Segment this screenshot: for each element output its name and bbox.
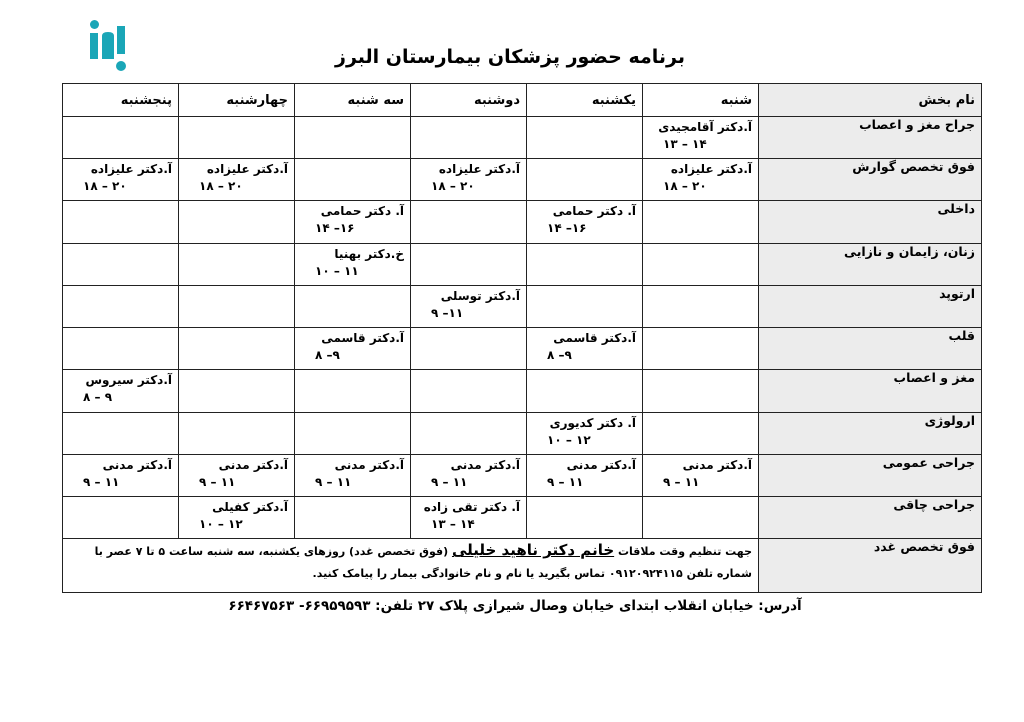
department-name: زنان، زایمان و نازایی <box>759 243 982 285</box>
schedule-cell <box>643 328 759 370</box>
schedule-cell <box>527 201 643 243</box>
doctor-name <box>69 117 172 119</box>
doctor-name <box>649 201 752 203</box>
table-row <box>63 412 982 454</box>
visiting-hours: ۱۱ – ۹ <box>199 474 236 489</box>
doctor-name <box>417 117 520 119</box>
schedule-cell <box>527 412 643 454</box>
schedule-cell <box>527 159 643 201</box>
doctor-name: آ.دکتر علیزاده <box>206 162 288 177</box>
schedule-cell <box>411 454 527 496</box>
schedule-cell <box>527 497 643 539</box>
schedule-table <box>62 83 982 593</box>
table-row <box>63 328 982 370</box>
note-schedule: (فوق تخصص غدد) روزهای یکشنبه، سه شنبه ساعت ۵ تا ۷ عصر با <box>94 545 449 559</box>
doctor-name: آ.دکتر سیروس <box>85 373 172 388</box>
visiting-hours: ۲۰ – ۱۸ <box>431 179 475 194</box>
schedule-cell <box>295 117 411 159</box>
schedule-cell <box>63 117 179 159</box>
schedule-cell <box>643 201 759 243</box>
doctor-name: آ.دکتر قاسمی <box>553 331 636 346</box>
doctor-name: خ.دکتر بهنیا <box>334 246 404 261</box>
doctor-name <box>69 244 172 246</box>
doctor-name: آ.دکتر علیزاده <box>90 162 172 177</box>
schedule-cell <box>527 285 643 327</box>
table-row <box>63 243 982 285</box>
schedule-cell <box>179 201 295 243</box>
visiting-hours: ۲۰ – ۱۸ <box>663 179 707 194</box>
page-title: برنامه حضور پزشکان بیمارستان البرز <box>335 46 685 68</box>
schedule-cell <box>63 370 179 412</box>
schedule-cell <box>63 497 179 539</box>
schedule-cell <box>295 454 411 496</box>
visiting-hours: ۹– ۸ <box>547 348 572 363</box>
schedule-cell <box>63 454 179 496</box>
visiting-hours: ۱۴ – ۱۳ <box>431 517 475 532</box>
schedule-cell <box>411 412 527 454</box>
doctor-name: آ.دکتر مدنی <box>682 457 752 472</box>
department-name: قلب <box>759 328 982 370</box>
schedule-cell <box>411 497 527 539</box>
schedule-cell <box>63 243 179 285</box>
doctor-name <box>533 497 636 499</box>
schedule-cell <box>63 412 179 454</box>
hospital-logo-icon <box>86 20 132 76</box>
schedule-cell <box>63 159 179 201</box>
doctor-name <box>185 244 288 246</box>
doctor-name <box>533 244 636 246</box>
schedule-cell <box>295 285 411 327</box>
schedule-cell <box>295 370 411 412</box>
doctor-name <box>301 286 404 288</box>
visiting-hours: ۲۰ – ۱۸ <box>199 179 243 194</box>
schedule-cell <box>295 243 411 285</box>
schedule-cell <box>411 370 527 412</box>
visiting-hours: ۱۱ – ۹ <box>315 474 352 489</box>
note-intro: جهت تنظیم وقت ملاقات <box>617 545 752 559</box>
schedule-cell <box>179 117 295 159</box>
visiting-hours: ۱۶– ۱۴ <box>315 221 355 236</box>
schedule-cell <box>63 285 179 327</box>
note-doctor-name: خانم دکتر ناهید خلیلی <box>451 541 615 560</box>
column-header-day: چهارشنبه <box>179 84 295 117</box>
doctor-name <box>69 286 172 288</box>
column-header-dept: نام بخش <box>759 84 982 117</box>
schedule-cell <box>295 412 411 454</box>
schedule-cell <box>411 159 527 201</box>
schedule-cell <box>643 243 759 285</box>
doctor-name <box>417 201 520 203</box>
doctor-name: آ.دکتر مدنی <box>450 457 520 472</box>
schedule-cell <box>179 243 295 285</box>
table-row <box>63 285 982 327</box>
schedule-cell <box>295 201 411 243</box>
doctor-name: آ.دکتر آقامجیدی <box>658 120 752 134</box>
doctor-name: آ.دکتر کفیلی <box>212 500 288 515</box>
doctor-name: آ.دکتر مدنی <box>218 457 288 472</box>
doctor-name: آ. دکتر تقی زاده <box>423 500 520 515</box>
column-header-day: شنبه <box>643 84 759 117</box>
doctor-name <box>533 286 636 288</box>
table-header-row <box>63 84 982 117</box>
table-row <box>63 497 982 539</box>
column-header-day: پنجشنبه <box>63 84 179 117</box>
department-name: مغز و اعصاب <box>759 370 982 412</box>
appointment-note <box>63 539 759 593</box>
doctor-name <box>533 159 636 161</box>
doctor-name <box>649 370 752 372</box>
schedule-cell <box>643 117 759 159</box>
table-row <box>63 370 982 412</box>
doctor-name <box>185 117 288 119</box>
schedule-cell <box>295 497 411 539</box>
doctor-name: آ.دکتر توسلی <box>440 288 520 303</box>
visiting-hours: ۱۱ – ۹ <box>83 474 120 489</box>
table-row <box>63 454 982 496</box>
schedule-cell <box>411 201 527 243</box>
schedule-cell <box>179 328 295 370</box>
schedule-cell <box>179 454 295 496</box>
doctor-name <box>185 201 288 203</box>
doctor-name <box>69 413 172 415</box>
schedule-cell <box>527 454 643 496</box>
schedule-cell <box>179 370 295 412</box>
visiting-hours: ۲۰ – ۱۸ <box>83 179 127 194</box>
schedule-cell <box>295 328 411 370</box>
column-header-day: یکشنبه <box>527 84 643 117</box>
doctor-name <box>649 244 752 246</box>
doctor-name <box>69 328 172 330</box>
schedule-cell <box>643 285 759 327</box>
visiting-hours: ۱۶– ۱۴ <box>547 221 587 236</box>
doctor-name <box>301 413 404 415</box>
doctor-name <box>417 328 520 330</box>
schedule-cell <box>63 201 179 243</box>
schedule-cell <box>527 243 643 285</box>
schedule-cell <box>179 412 295 454</box>
doctor-name <box>649 328 752 330</box>
table-row <box>63 117 982 159</box>
table-row <box>63 159 982 201</box>
doctor-name <box>649 497 752 499</box>
department-name: جراح مغز و اعصاب <box>759 117 982 159</box>
visiting-hours: ۱۴ – ۱۳ <box>663 137 707 151</box>
schedule-cell <box>295 159 411 201</box>
schedule-cell <box>179 159 295 201</box>
schedule-cell <box>411 285 527 327</box>
schedule-cell <box>527 370 643 412</box>
department-name: جراحی چاقی <box>759 497 982 539</box>
visiting-hours: ۱۱– ۹ <box>431 305 464 320</box>
doctor-name <box>185 328 288 330</box>
visiting-hours: ۹– ۸ <box>315 348 340 363</box>
department-name: داخلی <box>759 201 982 243</box>
visiting-hours: ۹ – ۸ <box>83 390 113 405</box>
doctor-name: آ.دکتر قاسمی <box>321 331 404 346</box>
doctor-name <box>417 370 520 372</box>
schedule-cell <box>411 243 527 285</box>
doctor-name <box>301 497 404 499</box>
doctor-name <box>69 497 172 499</box>
department-name: جراحی عمومی <box>759 454 982 496</box>
doctor-name <box>301 117 404 119</box>
doctor-name: آ.دکتر مدنی <box>334 457 404 472</box>
doctor-name <box>649 286 752 288</box>
doctor-name: آ.دکتر علیزاده <box>438 162 520 177</box>
schedule-cell <box>179 285 295 327</box>
schedule-cell <box>643 454 759 496</box>
schedule-cell <box>527 117 643 159</box>
visiting-hours: ۱۱ – ۹ <box>431 474 468 489</box>
schedule-cell <box>527 328 643 370</box>
doctor-name <box>417 244 520 246</box>
doctor-name <box>301 159 404 161</box>
table-row-note <box>63 539 982 593</box>
doctor-name: آ.دکتر علیزاده <box>670 162 752 177</box>
column-header-day: سه شنبه <box>295 84 411 117</box>
table-row <box>63 201 982 243</box>
schedule-cell <box>643 412 759 454</box>
schedule-cell <box>643 497 759 539</box>
footer-address: آدرس: خیابان انقلاب ابتدای خیابان وصال شیرازی پلاک ۲۷ تلفن: ۶۶۹۵۹۵۹۳- ۶۶۴۶۷۵۶۳ <box>228 598 802 614</box>
visiting-hours: ۱۱ – ۱۰ <box>315 263 359 278</box>
doctor-name <box>649 413 752 415</box>
schedule-cell <box>643 370 759 412</box>
department-name: ارولوژی <box>759 412 982 454</box>
schedule-cell <box>643 159 759 201</box>
doctor-name <box>417 413 520 415</box>
column-header-day: دوشنبه <box>411 84 527 117</box>
doctor-name: آ. دکتر حمامی <box>320 204 404 219</box>
doctor-name: آ.دکتر مدنی <box>566 457 636 472</box>
doctor-name <box>185 413 288 415</box>
doctor-name: آ.دکتر مدنی <box>102 457 172 472</box>
department-name: ارتوپد <box>759 285 982 327</box>
doctor-name <box>533 117 636 119</box>
department-name: فوق تخصص غدد <box>759 539 982 593</box>
doctor-name: آ. دکتر کدیوری <box>549 415 636 430</box>
doctor-name <box>533 370 636 372</box>
doctor-name: آ. دکتر حمامی <box>552 204 636 219</box>
schedule-cell <box>179 497 295 539</box>
visiting-hours: ۱۱ – ۹ <box>663 474 700 489</box>
schedule-cell <box>63 328 179 370</box>
visiting-hours: ۱۱ – ۹ <box>547 474 584 489</box>
doctor-name <box>185 370 288 372</box>
schedule-cell <box>411 117 527 159</box>
visiting-hours: ۱۲ – ۱۰ <box>547 432 591 447</box>
doctor-name <box>301 370 404 372</box>
schedule-cell <box>411 328 527 370</box>
note-contact: شماره تلفن ۰۹۱۲۰۹۲۴۱۱۵ تماس بگیرید یا نام و نام خانوادگی بیمار را پیامک کنید. <box>312 567 752 581</box>
doctor-name <box>69 201 172 203</box>
department-name: فوق تخصص گوارش <box>759 159 982 201</box>
visiting-hours: ۱۲ – ۱۰ <box>199 517 243 532</box>
doctor-name <box>185 286 288 288</box>
